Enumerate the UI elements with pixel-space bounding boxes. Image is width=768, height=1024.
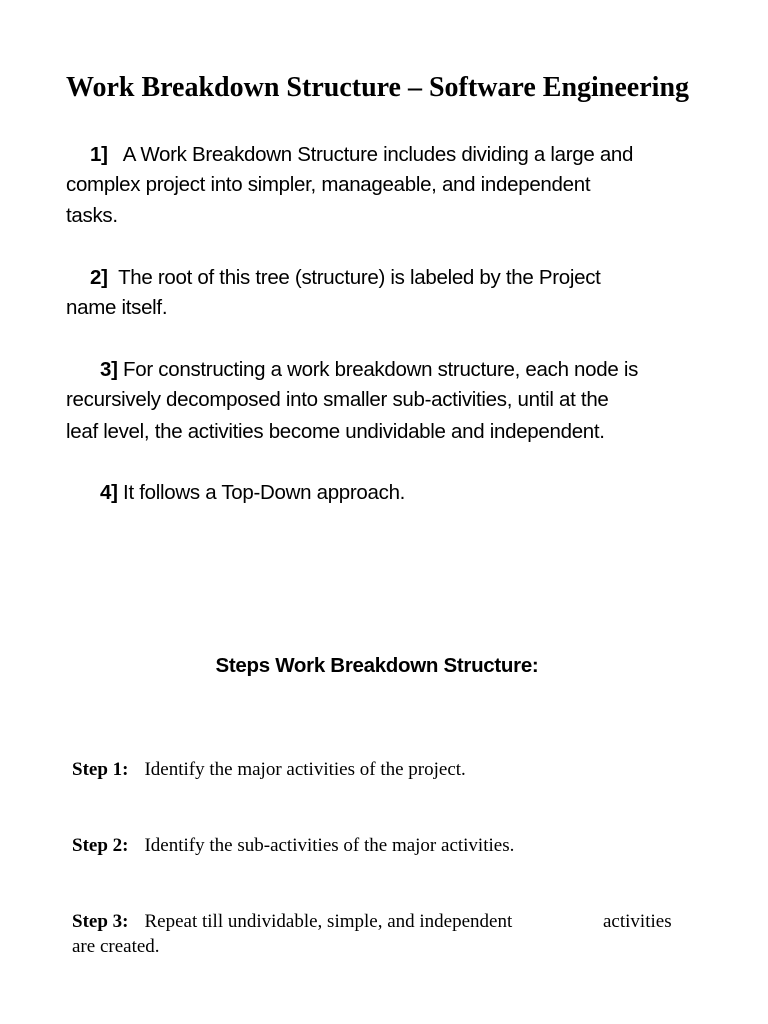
step-text: Identify the sub-activities of the major activities. xyxy=(144,835,515,856)
step-label: Step 2: xyxy=(72,835,129,856)
point-text: The root of this tree (structure) is labeled by the Project xyxy=(118,266,601,289)
step-label: Step 1: xyxy=(72,759,129,780)
point-3-line-2: recursively decomposed into smaller sub-activities, until at the xyxy=(66,388,609,411)
point-2-line-1 xyxy=(90,266,601,290)
point-3-line-3: leaf level, the activities become undividable and independent. xyxy=(66,420,605,443)
point-text: It follows a Top-Down approach. xyxy=(123,481,406,504)
point-text: A Work Breakdown Structure includes dividing a large and xyxy=(122,143,634,166)
step-label: Step 3: xyxy=(72,911,129,932)
steps-heading: Steps Work Breakdown Structure: xyxy=(215,654,539,677)
point-number: 1] xyxy=(90,143,108,166)
step-3 xyxy=(72,911,512,933)
point-1-line-1 xyxy=(90,143,633,167)
point-3-line-1 xyxy=(100,358,638,382)
step-3-continuation: are created. xyxy=(72,936,160,957)
step-2 xyxy=(72,835,514,857)
step-text: Identify the major activities of the project. xyxy=(144,759,466,780)
point-number: 3] xyxy=(100,358,118,381)
point-1-line-2: complex project into simpler, manageable, and independent xyxy=(66,173,591,196)
page-title: Work Breakdown Structure – Software Engineering xyxy=(66,72,690,103)
point-4-line-1 xyxy=(100,481,405,505)
step-text: Repeat till undividable, simple, and independent xyxy=(144,911,513,932)
point-text: For constructing a work breakdown structure, each node is xyxy=(123,358,639,381)
point-number: 4] xyxy=(100,481,118,504)
point-1-line-3: tasks. xyxy=(66,204,118,227)
step-1 xyxy=(72,759,466,781)
point-2-line-2: name itself. xyxy=(66,296,168,319)
step-3-tail: activities xyxy=(603,911,672,932)
point-number: 2] xyxy=(90,266,108,289)
